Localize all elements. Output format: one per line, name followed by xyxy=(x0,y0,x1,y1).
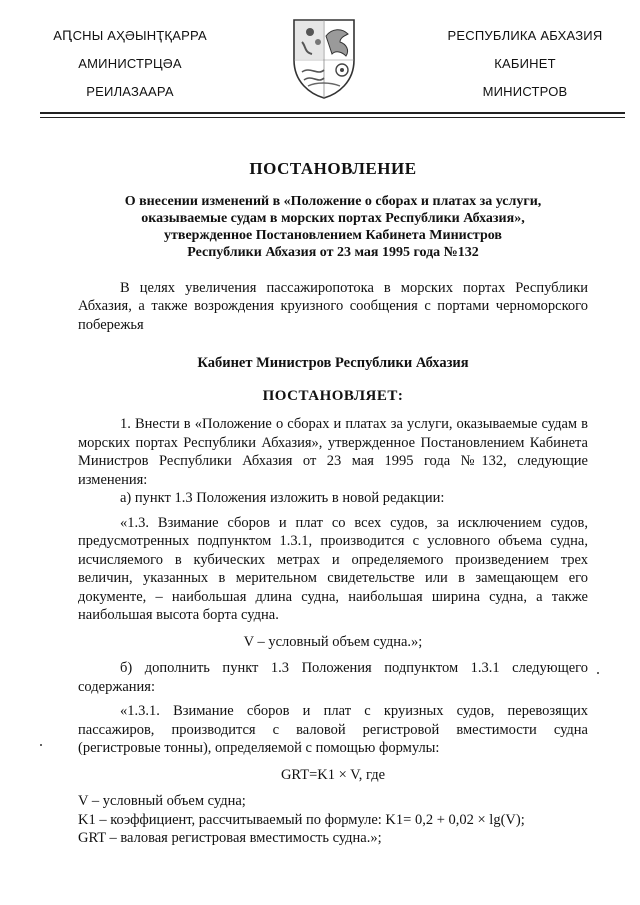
document-subject xyxy=(78,193,588,261)
item-1a-paragraph: а) пункт 1.3 Положения изложить в новой редакции: xyxy=(120,490,445,506)
header-left-line: АԤСНЫ АҲӘЫНҬҚАРРА xyxy=(53,28,207,43)
subject-line: оказываемые судам в морских портах Республики Абхазия», xyxy=(141,210,525,226)
preamble-paragraph: В целях увеличения пассажиропотока в морских портах Республики Абхазия, а также возрождения круизного сообщения с портами черноморского побережья xyxy=(78,279,588,333)
subject-line: Республики Абхазия от 23 мая 1995 года №132 xyxy=(187,244,479,260)
scan-speck xyxy=(597,672,599,674)
definition-line: K1 – коэффициент, рассчитываемый по формуле: K1= 0,2 + 0,02 × lg(V); xyxy=(78,811,525,828)
definition-line: GRT – валовая регистровая вместимость судна.»; xyxy=(78,830,382,846)
header-right-line: КАБИНЕТ xyxy=(494,56,556,71)
header-divider-thin xyxy=(40,117,625,118)
clause-1-3-formula: V – условный объем судна.»; xyxy=(243,633,423,650)
header-left-block xyxy=(40,22,220,106)
definition-line: V – условный объем судна; xyxy=(78,793,246,809)
header-right-line: РЕСПУБЛИКА АБХАЗИЯ xyxy=(447,28,603,43)
subject-line: утвержденное Постановлением Кабинета Министров xyxy=(164,227,502,243)
document-body xyxy=(78,160,588,848)
item-1b-paragraph: б) дополнить пункт 1.3 Положения подпунктом 1.3.1 следующего содержания: xyxy=(78,660,588,695)
resolves-heading: ПОСТАНОВЛЯЕТ: xyxy=(262,387,404,404)
document-title: ПОСТАНОВЛЕНИЕ xyxy=(249,159,417,178)
header-divider-thick xyxy=(40,112,625,114)
clause-1-3-1-paragraph: «1.3.1. Взимание сборов и плат с круизных судов, перевозящих пассажиров, производится с валовой регистровой вместимости судна (регистровые тонны), определяемой с помощью формулы: xyxy=(78,703,588,756)
clause-1-3-1-formula: GRT=K1 × V, где xyxy=(280,766,386,783)
header-left-line: АМИНИСТРЦӘА xyxy=(78,56,182,71)
header-right-block xyxy=(440,22,610,106)
scan-speck xyxy=(40,744,42,746)
item-1-paragraph: 1. Внести в «Положение о сборах и платах за услуги, оказываемые судам в морских портах Республики Абхазия», утвержденное Постановлением Кабинета Министров Республики Абхазия от 23 мая 1995 года №132, следующие изменения: xyxy=(78,416,588,488)
header-left-line: РЕИЛАЗААРА xyxy=(86,84,174,99)
header-right-line: МИНИСТРОВ xyxy=(482,84,568,99)
subject-line: О внесении изменений в «Положение о сборах и платах за услуги, xyxy=(124,193,542,209)
clause-1-3-paragraph: «1.3. Взимание сборов и плат со всех судов, за исключением судов, предусмотренных подпунктом 1.3.1, производится с условного объема судна, исчисляемого в кубических метрах и определяемого произведением трех величин, указанных в мерительном свидетельстве или в замещающем его документе, – наибольшая длина судна, наибольшая ширина судна, а также наибольшая высота борта судна. xyxy=(78,514,588,623)
state-emblem-icon xyxy=(290,16,358,100)
issuer-heading: Кабинет Министров Республики Абхазия xyxy=(197,355,469,371)
